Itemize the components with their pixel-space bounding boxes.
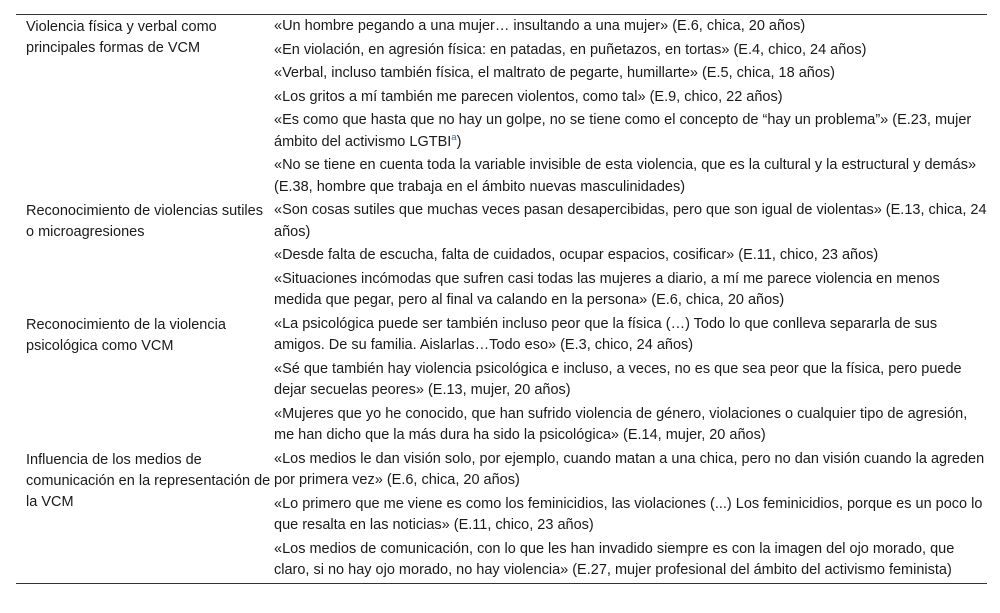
category-cell: Violencia física y verbal como principales formas de VCM — [26, 19, 217, 56]
table-row — [16, 199, 987, 313]
table-row — [16, 448, 987, 583]
table-row — [16, 313, 987, 448]
quotes-cell — [274, 448, 987, 583]
quote-item: «Los medios le dan visión solo, por ejemplo, cuando matan a una chica, pero no dan visión cuando la agreden por primera vez» (E.6, chica, 20 años) — [274, 450, 985, 488]
category-cell: Reconocimiento de la violencia psicológica como VCM — [26, 316, 226, 354]
quote-item: «Mujeres que yo he conocido, que han sufrido violencia de género, violaciones o cualquier tipo de agresión, me han dicho que la más dura ha sido la psicológica» (E.14, mujer, 20 años) — [274, 405, 968, 443]
quote-item: «Sé que también hay violencia psicológica e incluso, a veces, no es que sea peor que la física, pero puede dejar secuelas peores» (E.13, mujer, 20 años) — [274, 360, 962, 398]
quote-item: «Verbal, incluso también física, el maltrato de pegarte, humillarte» (E.5, chica, 18 años) — [274, 65, 835, 81]
quotes-cell — [274, 15, 987, 199]
footnote-link[interactable]: a — [451, 131, 457, 143]
category-cell: Influencia de los medios de comunicación en la representación de la VCM — [26, 451, 271, 510]
quotes-table — [16, 14, 987, 584]
quote-item: «Los medios de comunicación, con lo que les han invadido siempre es con la imagen del ojo morado, que claro, si no hay ojo morado, no hay violencia» (E.27, mujer profesional del ámbito del activismo feminista) — [274, 540, 955, 578]
quote-item: «Los gritos a mí también me parecen violentos, como tal» (E.9, chico, 22 años) — [274, 88, 783, 105]
quotes-cell — [274, 313, 987, 448]
quote-tail: ) — [456, 133, 462, 150]
quote-item: «Situaciones incómodas que sufren casi todas las mujeres a diario, a mí me parece violencia en menos medida que pegar, pero al final va calando en la persona» (E.6, chica, 20 años) — [274, 270, 940, 308]
category-cell: Reconocimiento de violencias sutiles o microagresiones — [26, 203, 263, 240]
table-row — [16, 15, 987, 199]
quotes-cell — [274, 199, 987, 313]
quote-item: «Lo primero que me viene es como los feminicidios, las violaciones (...) Los feminicidios, porque es un poco lo que resalta en las noticias» (E.11, chico, 23 años) — [274, 495, 983, 533]
quote-item: «Desde falta de escucha, falta de cuidados, ocupar espacios, cosificar» (E.11, chico, 23 años) — [274, 247, 879, 263]
quote-item: «No se tiene en cuenta toda la variable invisible de esta violencia, que es la cultural y la estructural y demás» (E.38, hombre que trabaja en el ámbito nuevas masculinidades) — [274, 157, 977, 195]
quote-item: «Son cosas sutiles que muchas veces pasan desapercibidas, pero que son igual de violentas» (E.13, chica, 24 años) — [274, 202, 987, 240]
quote-item: «Un hombre pegando a una mujer… insultando a una mujer» (E.6, chica, 20 años) — [274, 18, 806, 34]
quote-item: «En violación, en agresión física: en patadas, en puñetazos, en tortas» (E.4, chico, 24 años) — [274, 41, 867, 58]
quote-item: «La psicológica puede ser también incluso peor que la física (…) Todo lo que conlleva separarla de sus amigos. De su familia. Aislarlas…Todo eso» (E.3, chico, 24 años) — [274, 315, 938, 353]
quote-item — [274, 109, 987, 154]
quote-text: «Es como que hasta que no hay un golpe, no se tiene como el concepto de “hay un problema”» (E.23, mujer ámbito del activismo LGTBI — [274, 112, 972, 150]
